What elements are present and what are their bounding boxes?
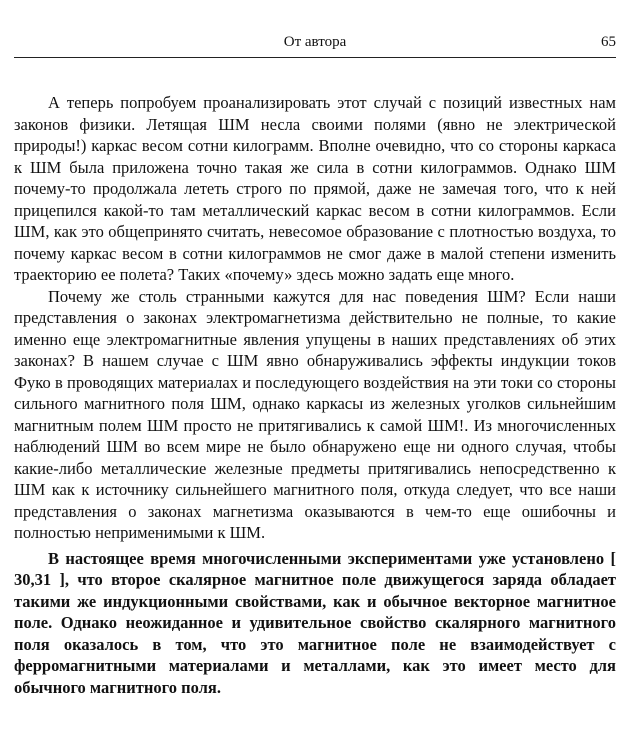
paragraph-1: А теперь попробуем проанализировать этот случай с позиций известных нам законов физики. Летящая ШМ несла своими полями (явно не электрической природы!) каркас весом сотни килограмм. Вполне очевидно, что со стороны каркаса к ШМ была приложена точно такая же сила в сотни килограммов. Однако ШМ почему-то продолжала лететь строго по прямой, даже не замечая того, что к ней прицепился какой-то там металлический каркас весом в сотни килограммов. Если ШМ, как это общепринято считать, невесомое образование с плотностью воздуха, то почему каркас весом в сотни килограммов не смог даже в малой степени изменить траекторию ее полета? Таких «почему» здесь можно задать еще много. (14, 93, 616, 284)
page-number: 65 (601, 34, 616, 50)
body-text (14, 92, 616, 698)
paragraph-3-bold: В настоящее время многочисленными экспериментами уже установлено [ 30,31 ], что второе скалярное магнитное поле движущегося заряда обладает такими же индукционными свойствами, как и обычное векторное магнитное поле. Однако неожиданное и удивительное свойство скалярного магнитного поля оказалось в том, что это магнитное поле не взаимодействует с ферромагнитными материалами и металлами, как это имеет место для обычного магнитного поля. (14, 548, 616, 697)
paragraph-2: Почему же столь странными кажутся для нас поведения ШМ? Если наши представления о законах электромагнетизма действительно не полные, то какие именно еще электромагнитные явления упущены в наших представлениях об этих законах? В нашем случае с ШМ явно обнаруживались эффекты индукции токов Фуко в проводящих материалах и последующего воздействия на эти токи со стороны сильного магнитного поля ШМ, однако каркасы из железных уголков сильнейшим магнитным полем ШМ просто не притягивались к самой ШМ!. Из многочисленных наблюдений ШМ во всем мире не было обнаружено еще ни одного случая, чтобы какие-либо металлические железные предметы притягивались непосредственно к ШМ как к источнику сильнейшего магнитного поля, откуда следует, что все наши представления о законах магнетизма оказываются в чем-то еще ошибочны и полностью неприменимыми к ШМ. (14, 286, 616, 542)
header-rule (14, 57, 616, 58)
running-header (14, 34, 616, 54)
header-title: От автора (283, 34, 347, 50)
